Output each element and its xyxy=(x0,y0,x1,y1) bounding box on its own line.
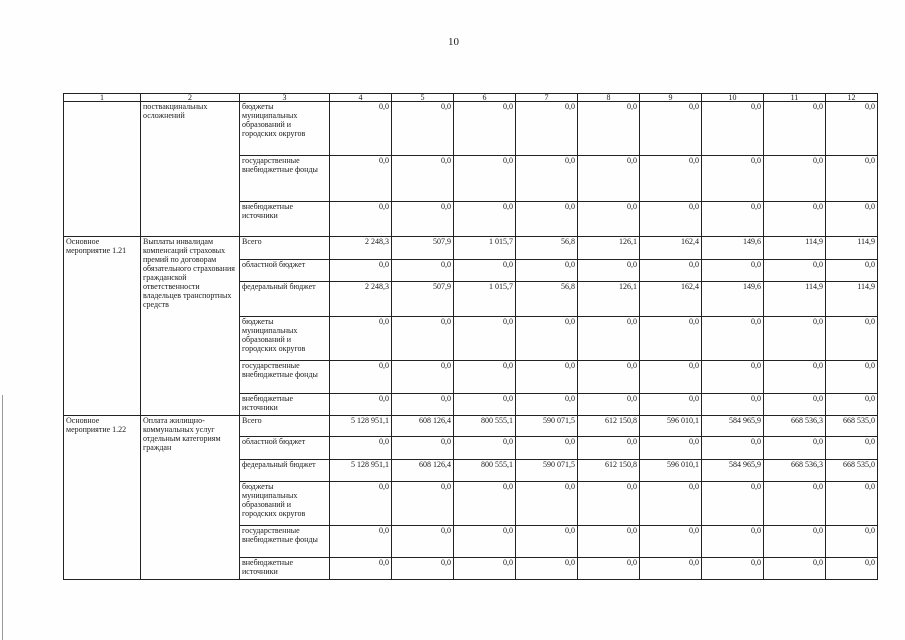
value-cell-col-4: 0,0 xyxy=(330,437,392,460)
funding-source-cell: федеральный бюджет xyxy=(240,460,330,482)
column-header-1: 1 xyxy=(64,94,141,102)
funding-source-cell: областной бюджет xyxy=(240,437,330,460)
value-cell-col-7: 0,0 xyxy=(516,202,578,237)
funding-source-cell: областной бюджет xyxy=(240,260,330,282)
value-cell-col-10: 0,0 xyxy=(702,317,764,361)
value-cell-col-4: 5 128 951,1 xyxy=(330,416,392,437)
value-cell-col-11: 0,0 xyxy=(764,394,826,416)
page-number: 10 xyxy=(448,36,459,48)
value-cell-col-4: 2 248,3 xyxy=(330,282,392,317)
funding-source-cell: Всего xyxy=(240,416,330,437)
value-cell-col-4: 0,0 xyxy=(330,394,392,416)
value-cell-col-12: 0,0 xyxy=(826,102,878,156)
table-row xyxy=(64,102,878,156)
value-cell-col-8: 0,0 xyxy=(578,102,640,156)
value-cell-col-5: 0,0 xyxy=(392,437,454,460)
value-cell-col-10: 584 965,9 xyxy=(702,460,764,482)
value-cell-col-11: 668 536,3 xyxy=(764,416,826,437)
value-cell-col-5: 507,9 xyxy=(392,282,454,317)
value-cell-col-6: 0,0 xyxy=(454,102,516,156)
value-cell-col-9: 0,0 xyxy=(640,317,702,361)
event-name-cell: Выплаты инвалидам компенсаций страховых премий по договорам обязательного страхования гражданской ответственности владельцев транспортных средств xyxy=(141,237,240,416)
value-cell-col-6: 0,0 xyxy=(454,260,516,282)
funding-source-cell: внебюджетные источники xyxy=(240,202,330,237)
column-header-4: 4 xyxy=(330,94,392,102)
funding-source-cell: бюджеты муниципальных образований и городских округов xyxy=(240,102,330,156)
value-cell-col-5: 608 126,4 xyxy=(392,460,454,482)
funding-source-cell: внебюджетные источники xyxy=(240,558,330,580)
value-cell-col-8: 126,1 xyxy=(578,237,640,260)
value-cell-col-8: 0,0 xyxy=(578,317,640,361)
event-code-cell xyxy=(64,102,141,237)
value-cell-col-10: 0,0 xyxy=(702,526,764,558)
column-header-3: 3 xyxy=(240,94,330,102)
value-cell-col-12: 0,0 xyxy=(826,361,878,394)
value-cell-col-6: 1 015,7 xyxy=(454,282,516,317)
funding-source-cell: государственные внебюджетные фонды xyxy=(240,361,330,394)
event-code-cell: Основное мероприятие 1.21 xyxy=(64,237,141,416)
column-header-8: 8 xyxy=(578,94,640,102)
value-cell-col-9: 596 010,1 xyxy=(640,416,702,437)
value-cell-col-11: 114,9 xyxy=(764,237,826,260)
value-cell-col-6: 0,0 xyxy=(454,482,516,526)
value-cell-col-10: 0,0 xyxy=(702,558,764,580)
value-cell-col-7: 0,0 xyxy=(516,102,578,156)
scan-edge-line xyxy=(2,395,3,640)
value-cell-col-7: 0,0 xyxy=(516,526,578,558)
value-cell-col-4: 0,0 xyxy=(330,558,392,580)
value-cell-col-12: 668 535,0 xyxy=(826,460,878,482)
value-cell-col-9: 0,0 xyxy=(640,156,702,202)
value-cell-col-9: 0,0 xyxy=(640,361,702,394)
value-cell-col-4: 0,0 xyxy=(330,102,392,156)
value-cell-col-10: 0,0 xyxy=(702,202,764,237)
header-row xyxy=(64,94,878,102)
value-cell-col-11: 0,0 xyxy=(764,202,826,237)
value-cell-col-8: 612 150,8 xyxy=(578,460,640,482)
value-cell-col-11: 0,0 xyxy=(764,317,826,361)
value-cell-col-11: 0,0 xyxy=(764,102,826,156)
value-cell-col-10: 584 965,9 xyxy=(702,416,764,437)
value-cell-col-10: 0,0 xyxy=(702,394,764,416)
value-cell-col-7: 0,0 xyxy=(516,317,578,361)
value-cell-col-5: 0,0 xyxy=(392,361,454,394)
value-cell-col-10: 0,0 xyxy=(702,156,764,202)
value-cell-col-8: 0,0 xyxy=(578,437,640,460)
value-cell-col-11: 668 536,3 xyxy=(764,460,826,482)
value-cell-col-8: 0,0 xyxy=(578,156,640,202)
value-cell-col-6: 0,0 xyxy=(454,437,516,460)
value-cell-col-6: 0,0 xyxy=(454,394,516,416)
value-cell-col-9: 0,0 xyxy=(640,102,702,156)
value-cell-col-6: 0,0 xyxy=(454,317,516,361)
funding-source-cell: федеральный бюджет xyxy=(240,282,330,317)
value-cell-col-5: 0,0 xyxy=(392,102,454,156)
value-cell-col-11: 0,0 xyxy=(764,526,826,558)
value-cell-col-8: 0,0 xyxy=(578,558,640,580)
value-cell-col-11: 0,0 xyxy=(764,558,826,580)
value-cell-col-11: 0,0 xyxy=(764,156,826,202)
value-cell-col-5: 507,9 xyxy=(392,237,454,260)
column-header-2: 2 xyxy=(141,94,240,102)
value-cell-col-10: 0,0 xyxy=(702,482,764,526)
value-cell-col-10: 0,0 xyxy=(702,260,764,282)
funding-source-cell: Всего xyxy=(240,237,330,260)
value-cell-col-12: 114,9 xyxy=(826,282,878,317)
value-cell-col-10: 149,6 xyxy=(702,237,764,260)
value-cell-col-7: 0,0 xyxy=(516,558,578,580)
value-cell-col-8: 0,0 xyxy=(578,394,640,416)
value-cell-col-7: 0,0 xyxy=(516,260,578,282)
value-cell-col-6: 800 555,1 xyxy=(454,416,516,437)
value-cell-col-10: 0,0 xyxy=(702,437,764,460)
value-cell-col-9: 0,0 xyxy=(640,437,702,460)
value-cell-col-8: 0,0 xyxy=(578,361,640,394)
value-cell-col-5: 0,0 xyxy=(392,202,454,237)
value-cell-col-9: 596 010,1 xyxy=(640,460,702,482)
funding-source-cell: бюджеты муниципальных образований и городских округов xyxy=(240,482,330,526)
value-cell-col-9: 0,0 xyxy=(640,558,702,580)
value-cell-col-4: 0,0 xyxy=(330,361,392,394)
value-cell-col-5: 0,0 xyxy=(392,156,454,202)
funding-source-cell: бюджеты муниципальных образований и городских округов xyxy=(240,317,330,361)
value-cell-col-4: 0,0 xyxy=(330,526,392,558)
value-cell-col-6: 0,0 xyxy=(454,202,516,237)
value-cell-col-12: 0,0 xyxy=(826,526,878,558)
value-cell-col-8: 0,0 xyxy=(578,202,640,237)
value-cell-col-8: 0,0 xyxy=(578,526,640,558)
value-cell-col-5: 0,0 xyxy=(392,558,454,580)
value-cell-col-8: 612 150,8 xyxy=(578,416,640,437)
value-cell-col-8: 0,0 xyxy=(578,482,640,526)
funding-source-cell: государственные внебюджетные фонды xyxy=(240,526,330,558)
value-cell-col-7: 0,0 xyxy=(516,394,578,416)
value-cell-col-12: 0,0 xyxy=(826,394,878,416)
value-cell-col-11: 0,0 xyxy=(764,361,826,394)
value-cell-col-4: 0,0 xyxy=(330,156,392,202)
value-cell-col-11: 0,0 xyxy=(764,482,826,526)
funding-source-cell: государственные внебюджетные фонды xyxy=(240,156,330,202)
table-row xyxy=(64,237,878,260)
value-cell-col-10: 0,0 xyxy=(702,102,764,156)
value-cell-col-11: 0,0 xyxy=(764,437,826,460)
value-cell-col-5: 0,0 xyxy=(392,526,454,558)
event-code-cell: Основное мероприятие 1.22 xyxy=(64,416,141,580)
value-cell-col-10: 149,6 xyxy=(702,282,764,317)
value-cell-col-7: 56,8 xyxy=(516,237,578,260)
value-cell-col-12: 0,0 xyxy=(826,558,878,580)
value-cell-col-9: 0,0 xyxy=(640,482,702,526)
value-cell-col-4: 0,0 xyxy=(330,260,392,282)
value-cell-col-9: 0,0 xyxy=(640,394,702,416)
table-row xyxy=(64,416,878,437)
table-body xyxy=(64,102,878,580)
event-name-cell: Оплата жилищно-коммунальных услуг отдельным категориям граждан xyxy=(141,416,240,580)
value-cell-col-12: 0,0 xyxy=(826,260,878,282)
value-cell-col-4: 0,0 xyxy=(330,482,392,526)
value-cell-col-5: 0,0 xyxy=(392,260,454,282)
column-header-6: 6 xyxy=(454,94,516,102)
value-cell-col-11: 114,9 xyxy=(764,282,826,317)
value-cell-col-6: 0,0 xyxy=(454,558,516,580)
column-header-12: 12 xyxy=(826,94,878,102)
value-cell-col-12: 0,0 xyxy=(826,202,878,237)
value-cell-col-10: 0,0 xyxy=(702,361,764,394)
value-cell-col-6: 0,0 xyxy=(454,361,516,394)
value-cell-col-9: 0,0 xyxy=(640,260,702,282)
value-cell-col-7: 0,0 xyxy=(516,156,578,202)
value-cell-col-12: 0,0 xyxy=(826,482,878,526)
value-cell-col-5: 0,0 xyxy=(392,317,454,361)
value-cell-col-12: 0,0 xyxy=(826,437,878,460)
column-header-7: 7 xyxy=(516,94,578,102)
value-cell-col-5: 608 126,4 xyxy=(392,416,454,437)
value-cell-col-9: 0,0 xyxy=(640,526,702,558)
value-cell-col-12: 114,9 xyxy=(826,237,878,260)
funding-source-cell: внебюджетные источники xyxy=(240,394,330,416)
value-cell-col-7: 0,0 xyxy=(516,437,578,460)
value-cell-col-4: 2 248,3 xyxy=(330,237,392,260)
value-cell-col-7: 0,0 xyxy=(516,361,578,394)
value-cell-col-4: 5 128 951,1 xyxy=(330,460,392,482)
value-cell-col-7: 0,0 xyxy=(516,482,578,526)
value-cell-col-7: 590 071,5 xyxy=(516,416,578,437)
column-header-10: 10 xyxy=(702,94,764,102)
value-cell-col-4: 0,0 xyxy=(330,317,392,361)
value-cell-col-4: 0,0 xyxy=(330,202,392,237)
value-cell-col-9: 162,4 xyxy=(640,282,702,317)
budget-table xyxy=(63,93,878,580)
value-cell-col-12: 668 535,0 xyxy=(826,416,878,437)
column-header-11: 11 xyxy=(764,94,826,102)
value-cell-col-7: 56,8 xyxy=(516,282,578,317)
value-cell-col-6: 0,0 xyxy=(454,526,516,558)
value-cell-col-8: 126,1 xyxy=(578,282,640,317)
value-cell-col-12: 0,0 xyxy=(826,317,878,361)
value-cell-col-5: 0,0 xyxy=(392,394,454,416)
value-cell-col-6: 800 555,1 xyxy=(454,460,516,482)
value-cell-col-12: 0,0 xyxy=(826,156,878,202)
value-cell-col-9: 0,0 xyxy=(640,202,702,237)
column-header-9: 9 xyxy=(640,94,702,102)
value-cell-col-8: 0,0 xyxy=(578,260,640,282)
event-name-cell: поствакцинальных осложнений xyxy=(141,102,240,237)
value-cell-col-7: 590 071,5 xyxy=(516,460,578,482)
column-header-5: 5 xyxy=(392,94,454,102)
value-cell-col-5: 0,0 xyxy=(392,482,454,526)
value-cell-col-6: 0,0 xyxy=(454,156,516,202)
value-cell-col-6: 1 015,7 xyxy=(454,237,516,260)
value-cell-col-9: 162,4 xyxy=(640,237,702,260)
value-cell-col-11: 0,0 xyxy=(764,260,826,282)
table-header xyxy=(64,94,878,102)
